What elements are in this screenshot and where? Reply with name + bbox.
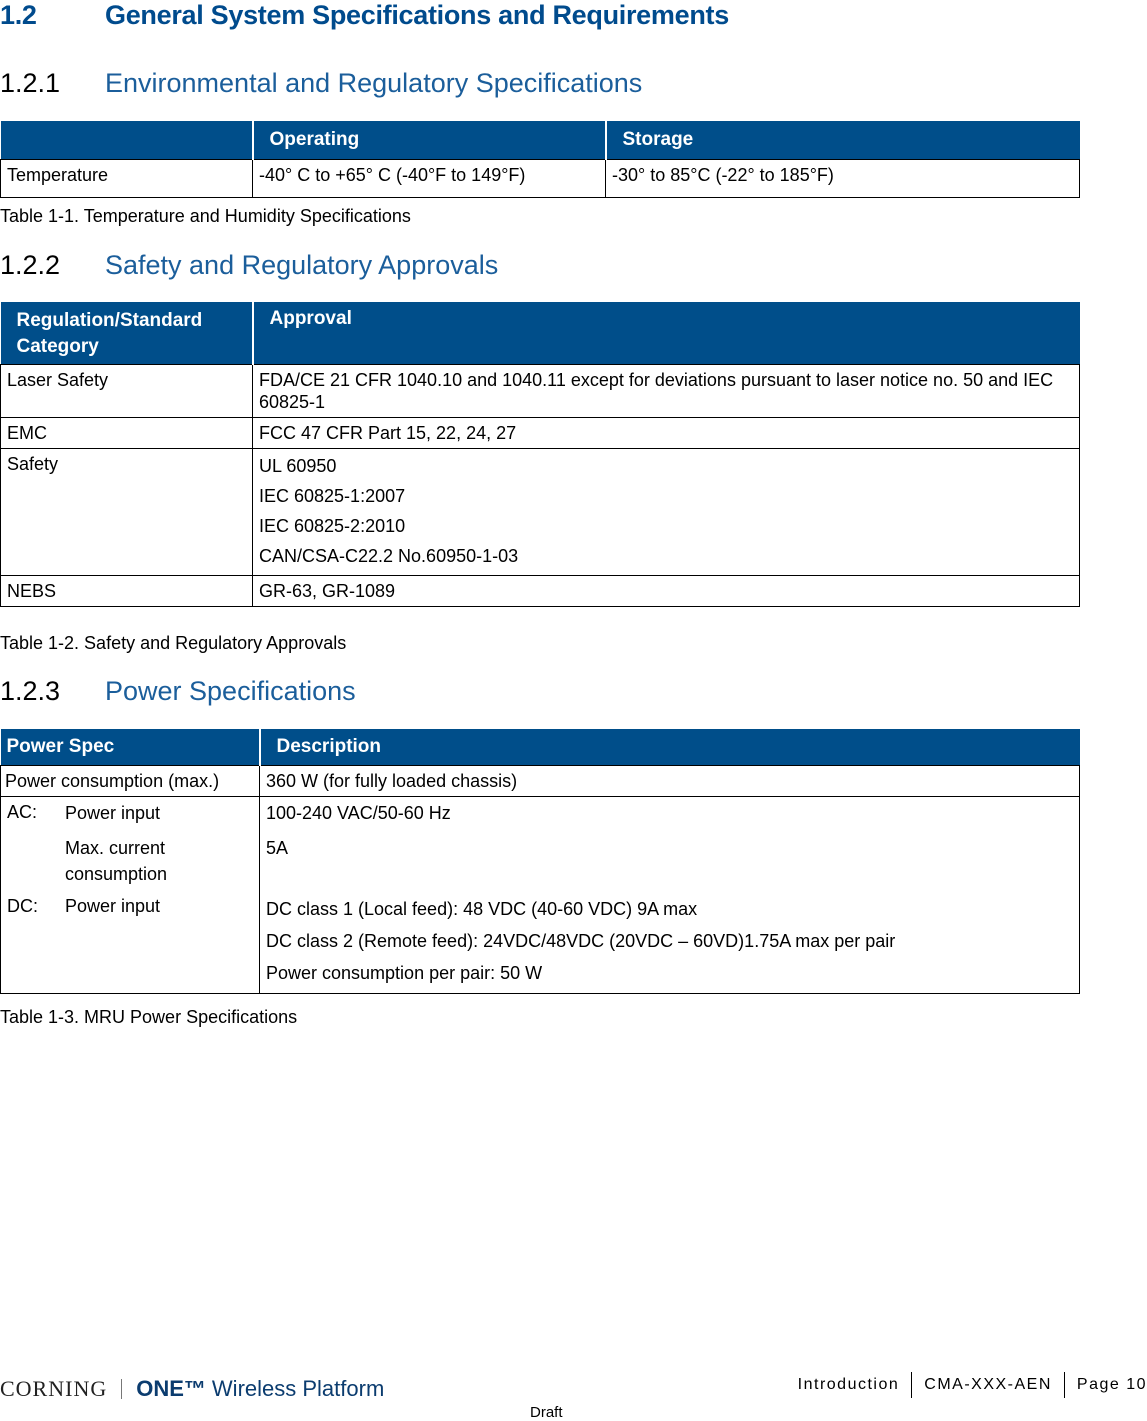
table-row (1, 159, 1080, 197)
desc-line: Power consumption per pair: 50 W (266, 962, 543, 983)
table-cell: Power consumption (max.) (1, 765, 260, 796)
table-header-description: Description (260, 729, 1080, 765)
approval-line: IEC 60825-1:2007 (259, 485, 406, 506)
desc-line: DC class 2 (Remote feed): 24VDC/48VDC (20VDC – 60VD)1.75A max per pair (266, 930, 896, 951)
subsection-title: Power Specifications (105, 676, 356, 706)
section-heading (0, 0, 729, 31)
table-header-storage: Storage (606, 121, 1080, 159)
footer-page: Page 10 (1076, 1376, 1147, 1393)
table-row (1, 575, 1080, 606)
table-cell: FCC 47 CFR Part 15, 22, 24, 27 (253, 417, 1080, 448)
table-cell: -30° to 85°C (-22° to 185°F) (606, 159, 1080, 197)
footer-info (786, 1372, 1147, 1398)
subsection-heading-power (0, 676, 356, 707)
footer-section: Introduction (797, 1376, 900, 1393)
temperature-table (0, 121, 1080, 198)
corning-logo: CORNING (0, 1376, 108, 1401)
table-cell: Temperature (1, 159, 253, 197)
table-cell: Laser Safety (1, 364, 253, 417)
table-header-category: Regulation/Standard Category (1, 302, 253, 364)
approvals-table (0, 302, 1080, 607)
subsection-title: Safety and Regulatory Approvals (105, 250, 499, 280)
wireless-platform-logo: Wireless Platform (211, 1376, 385, 1401)
table-caption: Table 1-3. MRU Power Specifications (0, 1007, 298, 1027)
table-row (1, 448, 1080, 575)
table-caption: Table 1-1. Temperature and Humidity Specifications (0, 206, 411, 226)
table-row (1, 796, 1080, 993)
table-cell: Safety (1, 448, 253, 575)
approval-line: IEC 60825-2:2010 (259, 515, 406, 536)
table-cell (260, 796, 1080, 993)
spec-item: Power input (65, 895, 161, 916)
one-logo: ONE™ (136, 1376, 206, 1401)
table-row (1, 417, 1080, 448)
table-cell: NEBS (1, 575, 253, 606)
ac-block (7, 801, 253, 895)
section-title: General System Specifications and Requirements (105, 0, 729, 30)
draft-label: Draft (530, 1404, 563, 1421)
ac-label: AC: (7, 801, 38, 822)
subsection-heading-environmental (0, 68, 642, 99)
table-header-power-spec: Power Spec (1, 729, 260, 765)
dc-block (7, 895, 253, 917)
power-table (0, 729, 1080, 994)
table-header-approval: Approval (253, 302, 1080, 364)
subsection-number: 1.2.3 (0, 676, 61, 706)
table-cell (253, 448, 1080, 575)
table-row (1, 364, 1080, 417)
table-cell: EMC (1, 417, 253, 448)
table-header-blank (1, 121, 253, 159)
desc-line: DC class 1 (Local feed): 48 VDC (40-60 VDC) 9A max (266, 898, 698, 919)
footer-logo (0, 1376, 384, 1402)
spec-item: Power input (65, 802, 161, 823)
desc-line: 100-240 VAC/50-60 Hz (266, 802, 451, 823)
table-cell: GR-63, GR-1089 (253, 575, 1080, 606)
approval-line: UL 60950 (259, 455, 337, 476)
table-cell: FDA/CE 21 CFR 1040.10 and 1040.11 except for deviations pursuant to laser notice no. 50 and IEC 60825-1 (253, 364, 1080, 417)
dc-label: DC: (7, 895, 38, 916)
table-caption: Table 1-2. Safety and Regulatory Approvals (0, 633, 347, 653)
subsection-number: 1.2.1 (0, 68, 61, 98)
approval-line: CAN/CSA-C22.2 No.60950-1-03 (259, 545, 519, 566)
logo-divider (121, 1379, 122, 1399)
table-row (1, 765, 1080, 796)
footer-doc-id: CMA-XXX-AEN (924, 1376, 1052, 1393)
subsection-number: 1.2.2 (0, 250, 61, 280)
subsection-title: Environmental and Regulatory Specifications (105, 68, 643, 98)
desc-line: 5A (266, 837, 289, 858)
section-number: 1.2 (0, 0, 37, 30)
table-header-operating: Operating (253, 121, 606, 159)
spec-item: Max. current consumption (65, 837, 168, 884)
table-cell: 360 W (for fully loaded chassis) (260, 765, 1080, 796)
table-cell: -40° C to +65° C (-40°F to 149°F) (253, 159, 606, 197)
subsection-heading-safety (0, 250, 498, 281)
table-cell (1, 796, 260, 993)
